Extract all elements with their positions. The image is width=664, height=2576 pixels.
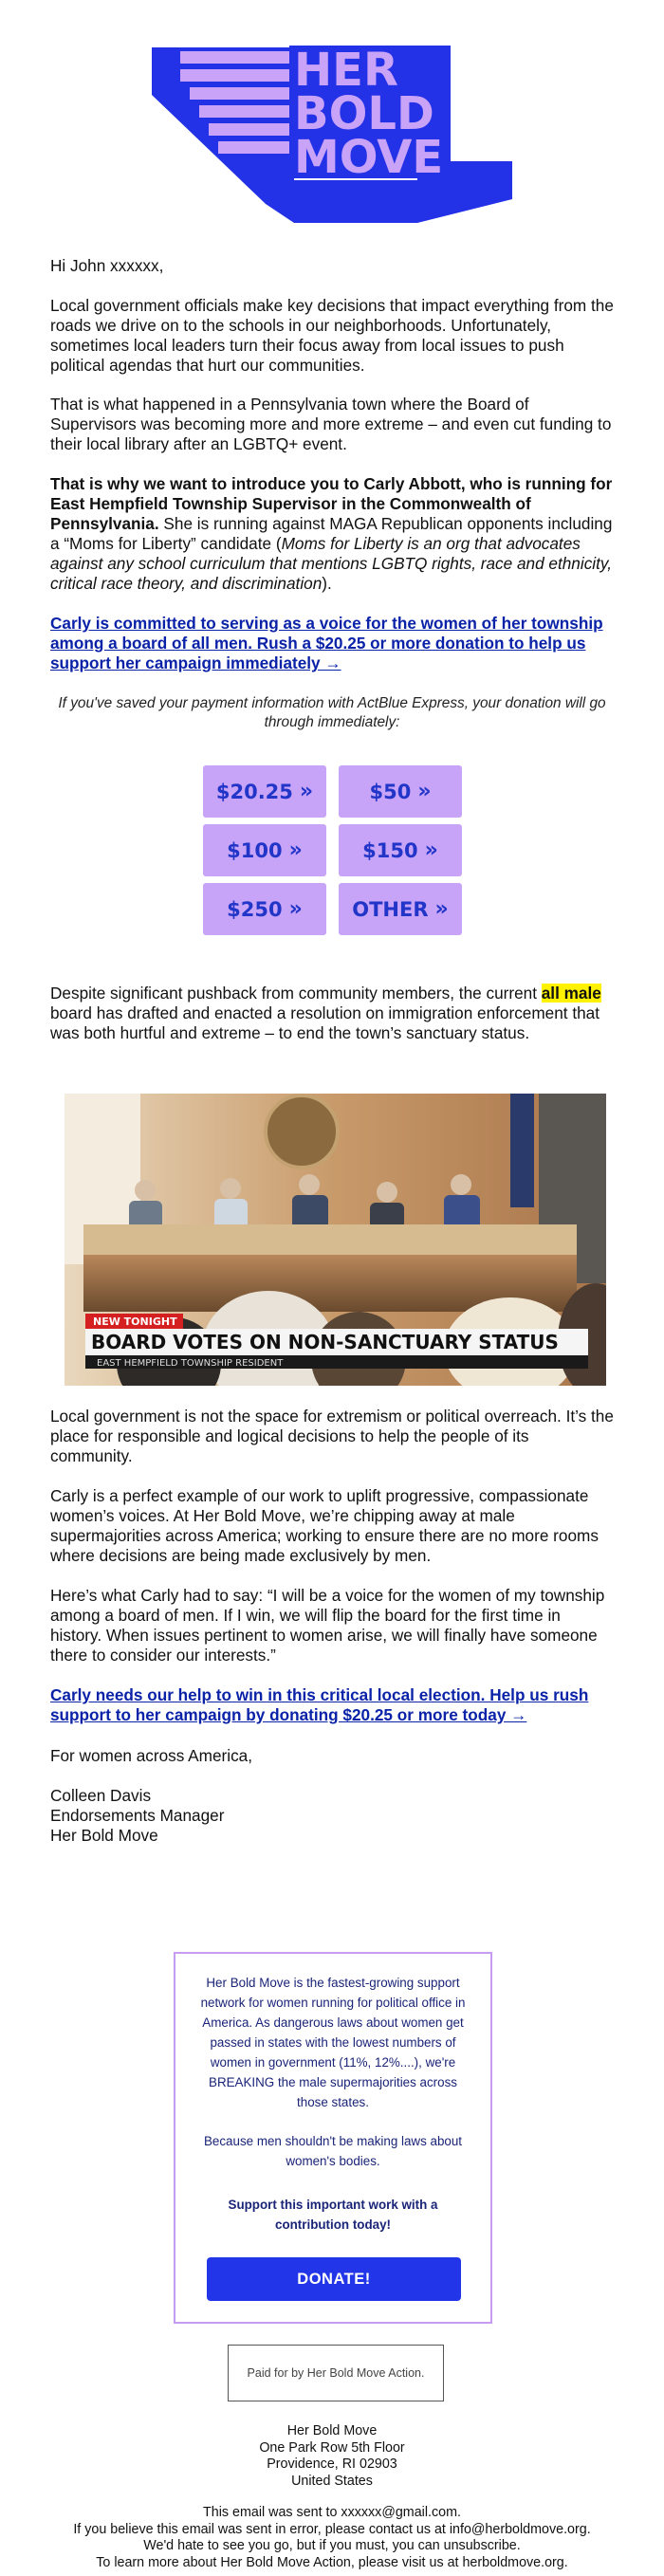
svg-text:HER: HER: [294, 44, 398, 97]
footer-donate-button[interactable]: DONATE!: [207, 2257, 461, 2301]
signoff: For women across America,: [50, 1746, 252, 1765]
svg-text:MOVE: MOVE: [294, 131, 444, 184]
donate-20-button[interactable]: $20.25 »: [203, 765, 326, 818]
paid-for-disclaimer: Paid for by Her Bold Move Action.: [228, 2345, 444, 2401]
paragraph-carly-quote: Here’s what Carly had to say: “I will be a voice for the women of my township among a board of men. If I win, we will flip the board for the first time in history. When issues pertinent to women arise, we will finally have someone there to consider our interests.”: [50, 1586, 605, 1665]
donate-50-button[interactable]: $50 »: [339, 765, 462, 818]
svg-text:EAST HEMPFIELD TOWNSHIP RESIDE: EAST HEMPFIELD TOWNSHIP RESIDENT: [97, 1358, 284, 1369]
cta-donate-link-2[interactable]: Carly needs our help to win in this critical local election. Help us rush support to her campaign by donating $20.25 or more today →: [50, 1685, 589, 1724]
signature-title: Endorsements Manager: [50, 1806, 225, 1825]
paragraph-carly-example: Carly is a perfect example of our work to uplift progressive, compassionate women’s voices. At Her Bold Move, we’re chipping away at male supermajorities across America; working to ensure there are no more rooms where decisions are being made exclusively by men.: [50, 1486, 599, 1565]
mailing-address: Her Bold Move One Park Row 5th Floor Providence, RI 02903 United States: [259, 2423, 405, 2489]
cta-link-1-wrapper: [50, 614, 614, 673]
footer-promo-box: [174, 1952, 492, 2324]
paragraph-carly-intro: That is why we want to introduce you to Carly Abbott, who is running for East Hempfield Township Supervisor in the Commonwealth of Pennsylvania. She is running against MAGA Republican opponents including a “Moms for Liberty” candidate (Moms for Liberty is an org that advocates against any school curriculum that mentions LGBTQ rights, race and ethnicity, critical race theory, and discrimination).: [50, 474, 613, 593]
footer-legal: [0, 2505, 664, 2571]
signature-name: Colleen Davis: [50, 1786, 152, 1805]
paragraph-local-government: Local government is not the space for extremism or political overreach. It’s the place for responsible and logical decisions to help the people of its community.: [50, 1407, 614, 1465]
unsubscribe-text[interactable]: We'd hate to see you go, but if you must, you can unsubscribe.: [143, 2538, 521, 2553]
footer-tagline: Because men shouldn't be making laws about women's bodies.: [203, 2134, 463, 2168]
chevron-right-icon: »: [288, 897, 303, 921]
footer-about: Her Bold Move is the fastest-growing support network for women running for political office in America. As dangerous laws about women get passed in states with the lowest numbers of women in government (11%, 12%....), we're BREAKING the male supermajorities across those states.: [200, 1976, 466, 2109]
donate-other-button[interactable]: OTHER »: [339, 883, 462, 935]
her-bold-move-logo-icon[interactable]: [133, 38, 531, 228]
signature-org: Her Bold Move: [50, 1826, 158, 1845]
footer-support: Support this important work with a contribution today!: [228, 2198, 438, 2232]
cta-donate-link-1[interactable]: Carly is committed to serving as a voice for the women of her township among a board of all men. Rush a $20.25 or more donation to help us support her campaign immediately →: [50, 614, 603, 672]
signature: [50, 1786, 614, 1846]
chevron-right-icon: »: [434, 897, 449, 921]
news-photo: [65, 1094, 606, 1386]
chevron-right-icon: »: [299, 780, 314, 803]
chevron-right-icon: »: [424, 838, 438, 862]
paragraph-pennsylvania: That is what happened in a Pennsylvania town where the Board of Supervisors was becoming more and more extreme – and even cut funding to their local library after an LGBTQ+ event.: [50, 395, 612, 453]
cta-link-2-wrapper: [50, 1685, 614, 1725]
sent-to-text: This email was sent to xxxxxx@gmail.com.: [203, 2505, 461, 2520]
chevron-right-icon: »: [417, 780, 432, 803]
chevron-right-icon: »: [288, 838, 303, 862]
paragraph-intro: Local government officials make key decisions that impact everything from the roads we drive on to the schools in our neighborhoods. Unfortunately, sometimes local leaders turn their focus away from local issues to push political agendas that hurt our communities.: [50, 296, 614, 375]
greeting: Hi John xxxxxx,: [50, 256, 164, 275]
learn-more-text[interactable]: To learn more about Her Bold Move Action, please visit us at herboldmove.org.: [96, 2554, 568, 2570]
paragraph-all-male-board: Despite significant pushback from community members, the current all male board has drafted and enacted a resolution on immigration enforcement that was both hurtful and extreme – to end the town’s sanctuary status.: [50, 984, 601, 1042]
donate-150-button[interactable]: $150 »: [339, 824, 462, 876]
donate-250-button[interactable]: $250 »: [203, 883, 326, 935]
svg-text:BOARD VOTES ON NON-SANCTUARY S: BOARD VOTES ON NON-SANCTUARY STATUS: [91, 1331, 559, 1353]
svg-text:BOLD: BOLD: [294, 87, 434, 140]
error-contact-text[interactable]: If you believe this email was sent in error, please contact us at info@herboldmove.org.: [73, 2521, 591, 2537]
svg-text:NEW TONIGHT: NEW TONIGHT: [93, 1316, 177, 1328]
header: [0, 0, 664, 218]
actblue-express-note: If you've saved your payment information with ActBlue Express, your donation will go through immediately:: [58, 695, 606, 730]
donate-100-button[interactable]: $100 »: [203, 824, 326, 876]
